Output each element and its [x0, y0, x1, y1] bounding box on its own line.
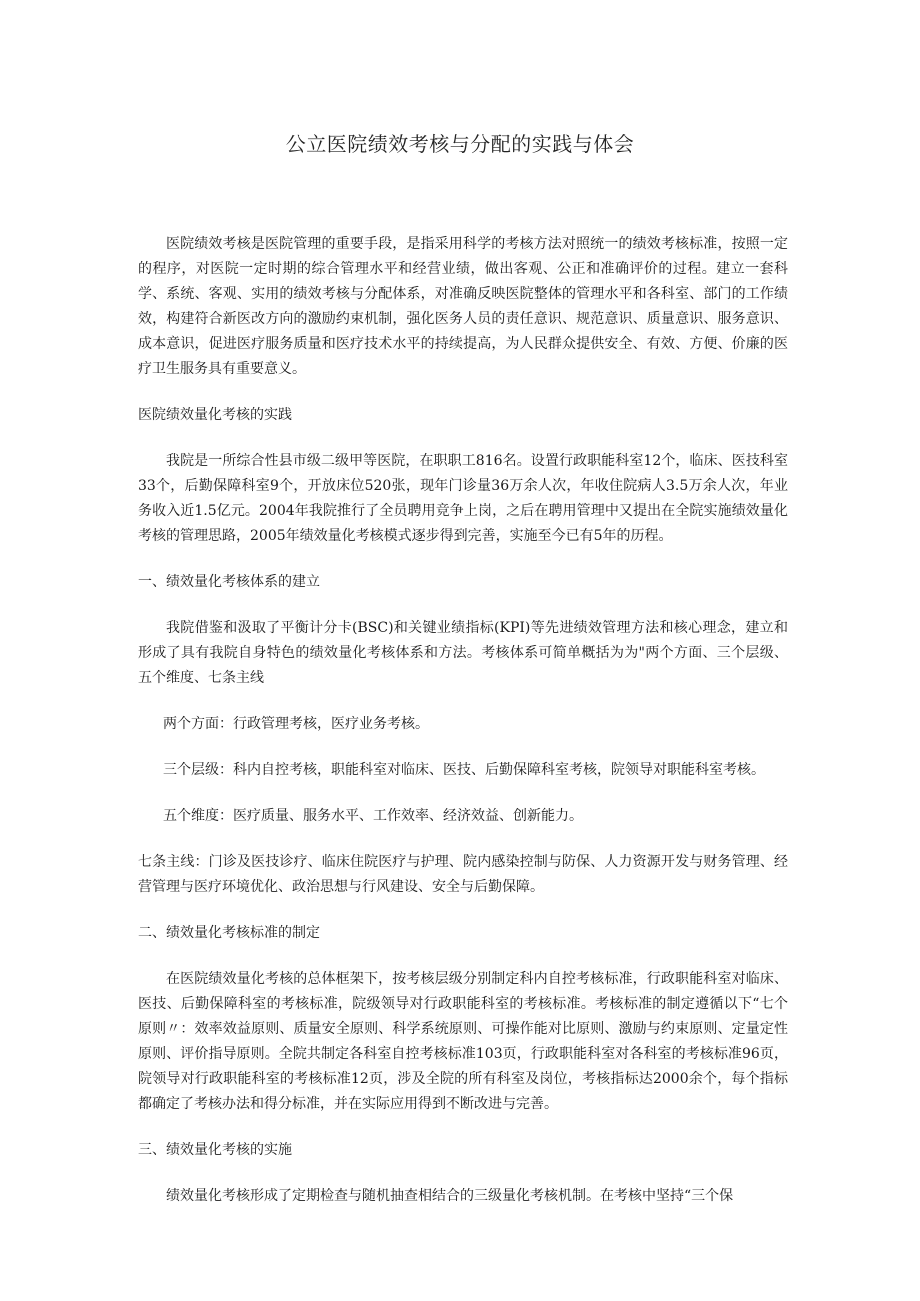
- section-heading-implementation: 三、绩效量化考核的实施: [138, 1142, 292, 1158]
- two-aspects-item: 两个方面：行政管理考核，医疗业务考核。: [163, 716, 429, 732]
- intro-paragraph: 医院绩效考核是医院管理的重要手段，是指采用科学的考核方法对照统一的绩效考核标准，按照一定的程序，对医院一定时期的综合管理水平和经营业绩，做出客观、公正和准确评价的过程。建立一套科学、系统、客观、实用的绩效考核与分配体系，对准确反映医院整体的管理水平和各科室、部门的工作绩效，构建符合新医改方向的激励约束机制，强化医务人员的责任意识、规范意识、质量意识、服务意识、成本意识，促进医疗服务质量和医疗技术水平的持续提高，为人民群众提供安全、有效、方便、价廉的医疗卫生服务具有重要意义。: [138, 236, 788, 377]
- section-heading-standards: 二、绩效量化考核标准的制定: [138, 925, 320, 941]
- section-heading-practice: 医院绩效量化考核的实践: [138, 407, 292, 423]
- document-title: 公立医院绩效考核与分配的实践与体会: [285, 132, 635, 156]
- seven-lines-item: 七条主线：门诊及医技诊疗、临床住院医疗与护理、院内感染控制与防保、人力资源开发与财务管理、经营管理与医疗环境优化、政治思想与行风建设、安全与后勤保障。: [138, 854, 788, 895]
- section-heading-system: 一、绩效量化考核体系的建立: [138, 574, 320, 590]
- system-paragraph: 我院借鉴和汲取了平衡计分卡(BSC)和关键业绩指标(KPI)等先进绩效管理方法和核心理念，建立和形成了具有我院自身特色的绩效量化考核体系和方法。考核体系可简单概括为为"两个方面、三个层级、五个维度、七条主线: [138, 620, 788, 686]
- five-dimensions-item: 五个维度：医疗质量、服务水平、工作效率、经济效益、创新能力。: [163, 808, 583, 824]
- standards-paragraph: 在医院绩效量化考核的总体框架下，按考核层级分别制定科内自控考核标准，行政职能科室对临床、医技、后勤保障科室的考核标准，院级领导对行政职能科室的考核标准。考核标准的制定遵循以下“七个原则〃：效率效益原则、质量安全原则、科学系统原则、可操作能对比原则、激励与约束原则、定量定性原则、评价指导原则。全院共制定各科室自控考核标准103页，行政职能科室对各科室的考核标准96页，院领导对行政职能科室的考核标准12页，涉及全院的所有科室及岗位，考核指标达2000余个，每个指标都确定了考核办法和得分标准，并在实际应用得到不断改进与完善。: [138, 971, 788, 1112]
- hospital-overview-paragraph: 我院是一所综合性县市级二级甲等医院，在职职工816名。设置行政职能科室12个，临床、医技科室33个，后勤保障科室9个，开放床位520张，现年门诊量36万余人次，年收住院病人3.5万余人次，年业务收入近1.5亿元。2004年我院推行了全员聘用竞争上岗，之后在聘用管理中又提出在全院实施绩效量化考核的管理思路，2005年绩效量化考核模式逐步得到完善，实施至今已有5年的历程。: [138, 453, 788, 544]
- implementation-paragraph: 绩效量化考核形成了定期检查与随机抽查相结合的三级量化考核机制。在考核中坚持“三个保: [166, 1188, 734, 1204]
- document-body: [138, 232, 788, 1209]
- three-levels-item: 三个层级：科内自控考核，职能科室对临床、医技、后勤保障科室考核，院领导对职能科室考核。: [163, 762, 765, 778]
